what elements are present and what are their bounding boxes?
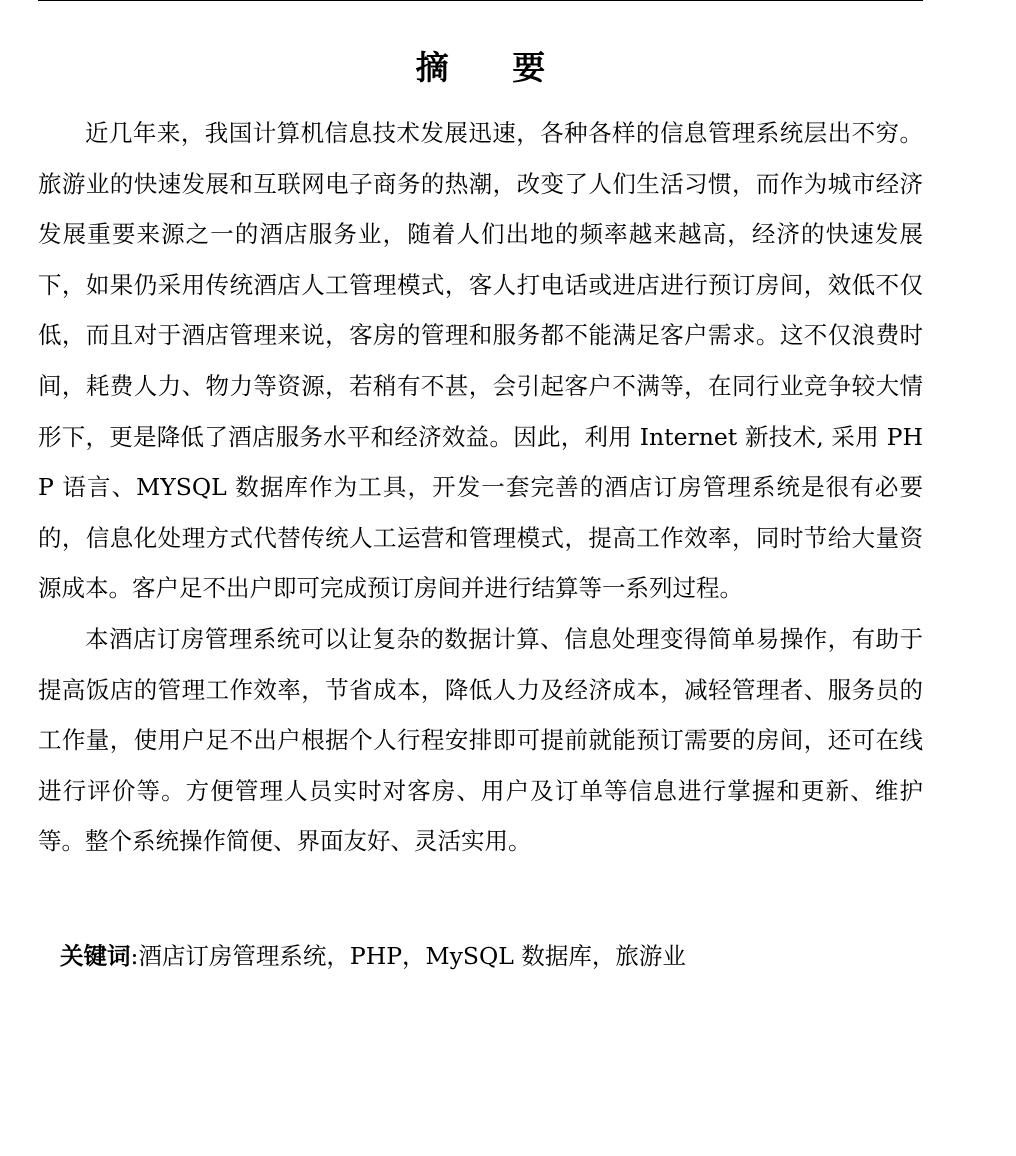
abstract-paragraph-2: 本酒店订房管理系统可以让复杂的数据计算、信息处理变得简单易操作，有助于提高饭店的管理工作效率，节省成本，降低人力及经济成本，减轻管理者、服务员的工作量，使用户足不出户根据个人行程安排即可提前就能预订需要的房间，还可在线进行评价等。方便管理人员实时对客房、用户及订单等信息进行掌握和更新、维护等。整个系统操作简便、界面友好、灵活实用。 (38, 624, 923, 856)
keywords-value: 酒店订房管理系统，PHP，MySQL 数据库，旅游业 (138, 942, 686, 970)
keywords-line (60, 934, 920, 978)
abstract-title: 摘 要 (415, 48, 572, 87)
abstract-paragraph-1: 近几年来，我国计算机信息技术发展迅速，各种各样的信息管理系统层出不穷。旅游业的快速发展和互联网电子商务的热潮，改变了人们生活习惯，而作为城市经济发展重要来源之一的酒店服务业，随着人们出地的频率越来越高，经济的快速发展下，如果仍采用传统酒店人工管理模式，客人打电话或进店进行预订房间，效低不仅低，而且对于酒店管理来说，客房的管理和服务都不能满足客户需求。这不仅浪费时间，耗费人力、物力等资源，若稍有不甚，会引起客户不满等，在同行业竞争较大情形下，更是降低了酒店服务水平和经济效益。因此，利用 Internet 新技术, 采用 PHP 语言、MYSQL 数据库作为工具，开发一套完善的酒店订房管理系统是很有必要的，信息化处理方式代替传统人工运营和管理模式，提高工作效率，同时节给大量资源成本。客户足不出户即可完成预订房间并进行结算等一系列过程。 (38, 119, 923, 603)
keywords-separator: : (130, 942, 139, 970)
keywords-label: 关键词 (60, 942, 131, 970)
abstract-body (38, 108, 923, 867)
top-rule (38, 0, 923, 1)
